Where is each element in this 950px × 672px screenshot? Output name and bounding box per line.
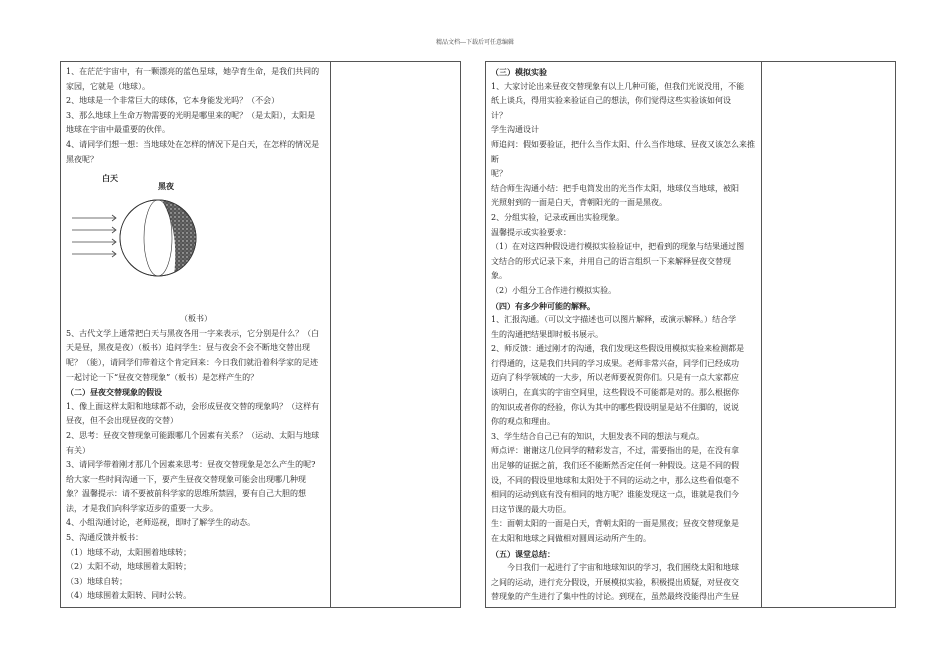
text-line: 有关） — [66, 445, 90, 455]
text-line: （2）太阳不动，地球围着太阳转； — [66, 562, 192, 572]
text-line: 1、像上面这样太阳和地球都不动，会形成昼夜交替的现象吗？（这样有 — [66, 401, 320, 411]
text-line: 4、小组沟通讨论，老师巡视，即时了解学生的动态。 — [66, 518, 256, 528]
text-line: 家园，它就是（地球）。 — [66, 81, 150, 91]
text-line: 师点评：谢谢这几位同学的精彩发言，不过，需要指出的是，在没有拿 — [491, 446, 739, 456]
text-line: （4）地球围着太阳转、同时公转。 — [66, 591, 192, 601]
sunlight-arrows — [72, 215, 116, 257]
section-title-explanations: （四）有多少种可能的解释。 — [491, 300, 595, 311]
text-line: 设，不同的假设里地球和太阳处于不同的运动之中，那么这些看似毫不 — [491, 475, 739, 485]
text-line: 1、大家讨论出来昼夜交替现象有以上几种可能，但我们光说没用，不能 — [491, 81, 745, 91]
text-line: （1）地球不动，太阳围着地球转； — [66, 547, 192, 557]
text-line: 象？温馨提示：请不要被前科学家的思维所禁固，要有自己大胆的想 — [66, 489, 306, 499]
text-line: 地球在宇宙中最重要的伙伴。 — [66, 125, 170, 135]
section-title-summary: （五）课堂总结： — [491, 548, 555, 559]
right-content-cell — [486, 62, 762, 608]
text-line: 黑夜呢？ — [66, 154, 98, 164]
text-line: 5、古代文学上通常把白天与黑夜各用一字来表示，它分别是什么？（白 — [66, 328, 320, 338]
text-line: 3、那么地球上生命万物需要的光明是哪里来的呢？（是太阳），太阳是 — [66, 110, 316, 120]
diagram-caption: （板书） — [180, 314, 212, 324]
text-line: 纸上谈兵，得用实验来验证自己的想法，你们觉得这些实验该如何设 — [491, 96, 731, 106]
text-line: 学生沟通设计 — [491, 125, 539, 135]
text-line: 3、学生结合自己已有的知识，大胆发表不同的想法与观点。 — [491, 431, 705, 441]
text-line: 一起讨论一下“昼夜交替现象”（板书）是怎样产生的？ — [66, 372, 259, 382]
page-header: 精品文档---下载后可任意编辑 — [435, 39, 515, 46]
night-label: 黑夜 — [158, 182, 174, 192]
text-line: 生的沟通把结果即时板书展示。 — [491, 329, 603, 339]
text-line: 2、地球是一个非常巨大的球体，它本身能发光吗？（不会） — [66, 96, 280, 106]
text-line: 呢？（能），请同学们带着这个肯定回来：今日我们就沿着科学家的足迹 — [66, 357, 318, 367]
text-line: 给大家一些时间沟通一下，要产生昼夜交替现象可能会出现哪几种现 — [66, 474, 306, 484]
text-line: 相同的运动到底有没有相同的地方呢？谁能发现这一点，谁就是我们今 — [491, 490, 739, 500]
text-line: 该明白，在真实的宇宙空间里，这些假设不可能都是对的。那么根据你 — [491, 388, 739, 398]
text-line: 天是昼，黑夜是夜）（板书）追问学生：昼与夜会不会不断地交替出现 — [66, 343, 310, 353]
text-line: 今日我们一起进行了宇宙和地球知识的学习，我们围绕太阳和地球 — [507, 563, 739, 573]
left-page-table — [60, 61, 461, 608]
text-line: 替现象的产生进行了集中性的讨论。到现在，虽然最终没能得出产生昼 — [491, 592, 739, 602]
text-line: 昼夜，但不会出现昼夜的交替） — [66, 416, 178, 426]
text-line: 的知识或者你的经验，你认为其中的哪些假设明显是站不住脚的，说说 — [491, 402, 739, 412]
text-line: 师追问：假如要验证，把什么当作太阳、什么当作地球、昼夜又该怎么来推断 — [491, 139, 755, 164]
text-line: （1）在对这四种假设进行模拟实验验证中，把看到的现象与结果通过图 — [491, 242, 745, 252]
section-title-hypothesis: （二）昼夜交替现象的假设 — [66, 387, 162, 398]
text-line: 文结合的形式记录下来，并用自己的语言组织一下来解释昼夜交替现 — [491, 256, 731, 266]
text-line: （3）地球自转； — [66, 576, 128, 586]
text-line: 5、沟通反馈并板书： — [66, 533, 144, 543]
text-line: 2、师反馈：通过刚才的沟通，我们发现这些假设用模拟实验来检测都是 — [491, 344, 745, 354]
text-line: 1、汇报沟通。（可以文字描述也可以图片解释，或演示解释。）结合学 — [491, 315, 737, 325]
text-line: 日这节课的最大功臣。 — [491, 504, 571, 514]
text-line: 呢？ — [491, 169, 507, 179]
text-line: 法，才是我们向科学家迈步的重要一大步。 — [66, 503, 218, 513]
text-line: 你的观点和理由。 — [491, 417, 555, 427]
text-line: 温馨提示或实验要求： — [491, 227, 571, 237]
text-line: 出足够的证据之前，我们还不能断然否定任何一种假设。这是不同的假 — [491, 461, 739, 471]
text-line: 迈向了科学领域的一大步，所以老师要祝贺你们。只是有一点大家都应 — [491, 373, 739, 383]
section-title-experiment: （三）模拟实验 — [491, 67, 547, 77]
left-notes-cell — [331, 62, 461, 608]
text-line: 3、请同学带着刚才那几个因素来思考：昼夜交替现象是怎么产生的呢? — [66, 460, 316, 470]
text-line: 生：面朝太阳的一面是白天，背朝太阳的一面是黑夜；昼夜交替现象是 — [491, 519, 739, 529]
text-line: （2）小组分工合作进行模拟实验。 — [491, 285, 617, 295]
earth-sun-illustration — [66, 172, 206, 292]
text-line: 象。 — [491, 271, 507, 281]
left-content-cell — [61, 62, 331, 608]
text-line: 4、请同学们想一想：当地球处在怎样的情况下是白天，在怎样的情况是 — [66, 139, 320, 149]
right-notes-cell — [762, 62, 896, 608]
text-line: 之间的运动，进行充分假设，开展模拟实验，积极提出质疑，对昼夜交 — [491, 577, 739, 587]
day-night-diagram — [66, 172, 326, 308]
text-line: 1、在茫茫宇宙中，有一颗漂亮的蓝色星球，她孕育生命，是我们共同的 — [66, 67, 320, 76]
right-page-table — [485, 61, 896, 608]
text-line: 结合师生沟通小结：把手电筒发出的光当作太阳，地球仪当地球，被阳 — [491, 183, 739, 193]
day-label: 白天 — [102, 174, 118, 184]
text-line: 计？ — [491, 110, 507, 120]
text-line: 2、思考：昼夜交替现象可能跟哪几个因素有关系？（运动、太阳与地球 — [66, 430, 320, 440]
text-line: 光照射到的一面是白天，背朝阳光的一面是黑夜。 — [491, 198, 667, 208]
text-line: 在太阳和地球之间做相对圆周运动所产生的。 — [491, 534, 651, 543]
text-line: 2、分组实验，记录或画出实验现象。 — [491, 212, 625, 222]
earth-globe — [120, 200, 206, 276]
text-line: 行得通的，这是我们共同的学习成果。老师非常兴奋，同学们已经成功 — [491, 358, 739, 368]
